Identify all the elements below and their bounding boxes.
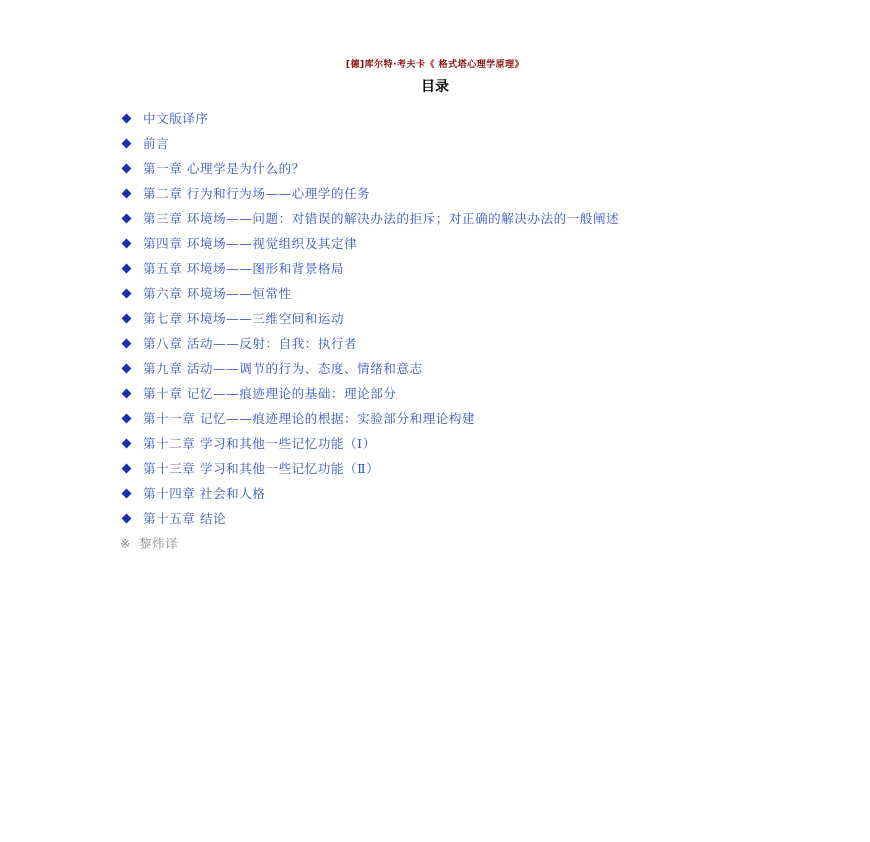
- diamond-bullet-icon: [122, 339, 132, 349]
- toc-link[interactable]: 第十章 记忆——痕迹理论的基础：理论部分: [143, 386, 397, 401]
- diamond-bullet-icon: [122, 289, 132, 299]
- toc-item: [120, 135, 619, 160]
- toc-item: [120, 285, 619, 310]
- toc-item: [120, 210, 619, 235]
- diamond-bullet-icon: [122, 389, 132, 399]
- toc-item: [120, 510, 619, 535]
- toc-link[interactable]: 前言: [143, 136, 170, 151]
- diamond-bullet-icon: [122, 114, 132, 124]
- toc-item: [120, 185, 619, 210]
- diamond-bullet-icon: [122, 139, 132, 149]
- toc-link[interactable]: 第二章 行为和行为场——心理学的任务: [143, 186, 371, 201]
- reference-mark-icon: ※: [120, 536, 132, 551]
- book-header: [德]库尔特·考夫卡《 格式塔心理学原理》: [345, 60, 525, 70]
- toc-link[interactable]: 第十一章 记忆——痕迹理论的根据：实验部分和理论构建: [143, 411, 476, 426]
- toc-item: [120, 260, 619, 285]
- translator-name: 黎炜译: [139, 536, 179, 551]
- diamond-bullet-icon: [122, 189, 132, 199]
- diamond-bullet-icon: [122, 514, 132, 524]
- diamond-bullet-icon: [122, 164, 132, 174]
- toc-item: [120, 485, 619, 510]
- translator-note: [120, 534, 178, 552]
- toc-link[interactable]: 第十二章 学习和其他一些记忆功能（Ⅰ）: [143, 436, 376, 451]
- diamond-bullet-icon: [122, 439, 132, 449]
- toc-link[interactable]: 中文版译序: [143, 111, 209, 126]
- diamond-bullet-icon: [122, 489, 132, 499]
- toc-link[interactable]: 第十五章 结论: [143, 511, 227, 526]
- toc-item: [120, 110, 619, 135]
- diamond-bullet-icon: [122, 364, 132, 374]
- toc-item: [120, 235, 619, 260]
- toc-item: [120, 410, 619, 435]
- toc-item: [120, 310, 619, 335]
- toc-item: [120, 160, 619, 185]
- toc-link[interactable]: 第八章 活动——反射：自我：执行者: [143, 336, 358, 351]
- toc-link[interactable]: 第四章 环境场——视觉组织及其定律: [143, 236, 358, 251]
- toc-item: [120, 435, 619, 460]
- toc-link[interactable]: 第九章 活动——调节的行为、态度、情绪和意志: [143, 361, 423, 376]
- page-title: 目录: [421, 79, 449, 95]
- toc-item: [120, 385, 619, 410]
- toc-link[interactable]: 第七章 环境场——三维空间和运动: [143, 311, 345, 326]
- toc-link[interactable]: 第六章 环境场——恒常性: [143, 286, 292, 301]
- table-of-contents: [120, 110, 619, 535]
- toc-link[interactable]: 第十四章 社会和人格: [143, 486, 266, 501]
- toc-link[interactable]: 第五章 环境场——图形和背景格局: [143, 261, 345, 276]
- diamond-bullet-icon: [122, 464, 132, 474]
- toc-link[interactable]: 第十三章 学习和其他一些记忆功能（Ⅱ）: [143, 461, 380, 476]
- toc-item: [120, 460, 619, 485]
- toc-item: [120, 335, 619, 360]
- diamond-bullet-icon: [122, 239, 132, 249]
- diamond-bullet-icon: [122, 264, 132, 274]
- toc-item: [120, 360, 619, 385]
- diamond-bullet-icon: [122, 214, 132, 224]
- toc-link[interactable]: 第三章 环境场——问题：对错误的解决办法的拒斥；对正确的解决办法的一般阐述: [143, 211, 620, 226]
- toc-link[interactable]: 第一章 心理学是为什么的？: [143, 161, 305, 176]
- diamond-bullet-icon: [122, 314, 132, 324]
- diamond-bullet-icon: [122, 414, 132, 424]
